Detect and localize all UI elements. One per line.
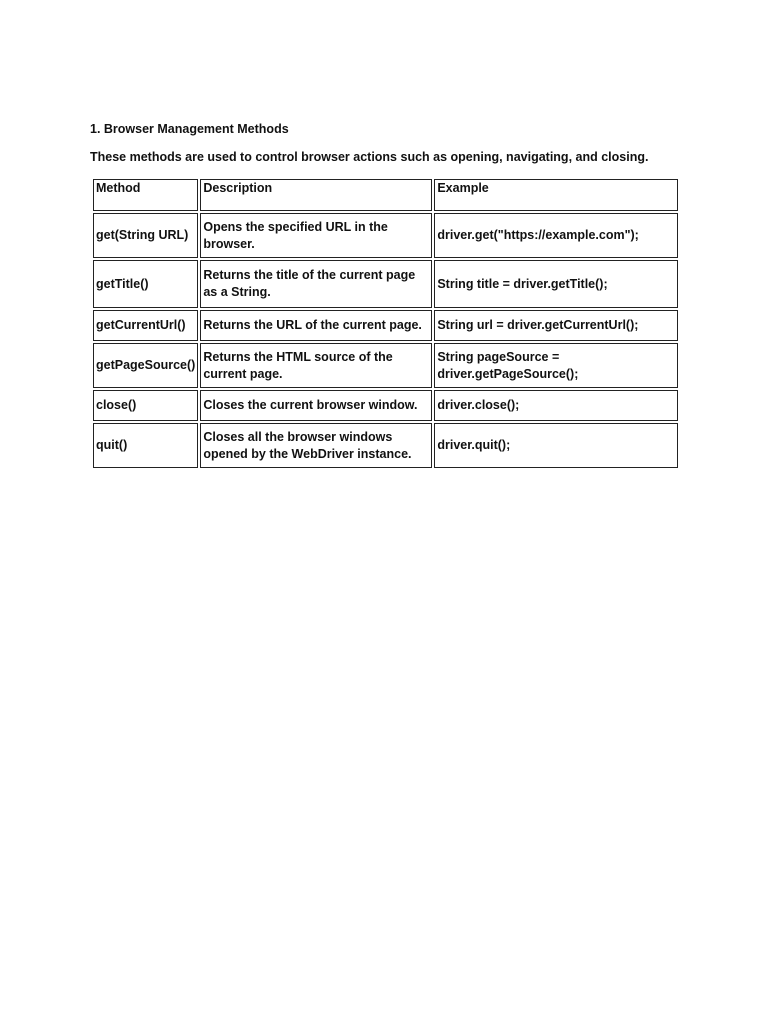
example-cell: String title = driver.getTitle();	[434, 260, 678, 308]
table-row	[93, 213, 678, 258]
example-cell: driver.quit();	[434, 423, 678, 468]
method-cell: getTitle()	[93, 260, 198, 308]
table-row	[93, 310, 678, 341]
example-cell: String pageSource = driver.getPageSource();	[434, 343, 678, 388]
method-cell: close()	[93, 390, 198, 421]
method-cell: getPageSource()	[93, 343, 198, 388]
table-row	[93, 260, 678, 308]
header-method: Method	[93, 179, 198, 211]
method-cell: get(String URL)	[93, 213, 198, 258]
description-cell: Closes the current browser window.	[200, 390, 432, 421]
header-description: Description	[200, 179, 432, 211]
table-header-row	[93, 179, 678, 211]
header-example: Example	[434, 179, 678, 211]
table-row	[93, 343, 678, 388]
description-cell: Closes all the browser windows opened by the WebDriver instance.	[200, 423, 432, 468]
description-cell: Returns the title of the current page as a String.	[200, 260, 432, 308]
description-cell: Opens the specified URL in the browser.	[200, 213, 432, 258]
section-heading: 1. Browser Management Methods	[90, 122, 289, 136]
description-cell: Returns the HTML source of the current page.	[200, 343, 432, 388]
method-cell: getCurrentUrl()	[93, 310, 198, 341]
method-cell: quit()	[93, 423, 198, 468]
methods-table	[91, 177, 680, 470]
example-cell: driver.close();	[434, 390, 678, 421]
table-row	[93, 423, 678, 468]
example-cell: driver.get("https://example.com");	[434, 213, 678, 258]
section-intro: These methods are used to control browser actions such as opening, navigating, and closing.	[90, 150, 649, 164]
table-row	[93, 390, 678, 421]
description-cell: Returns the URL of the current page.	[200, 310, 432, 341]
example-cell: String url = driver.getCurrentUrl();	[434, 310, 678, 341]
